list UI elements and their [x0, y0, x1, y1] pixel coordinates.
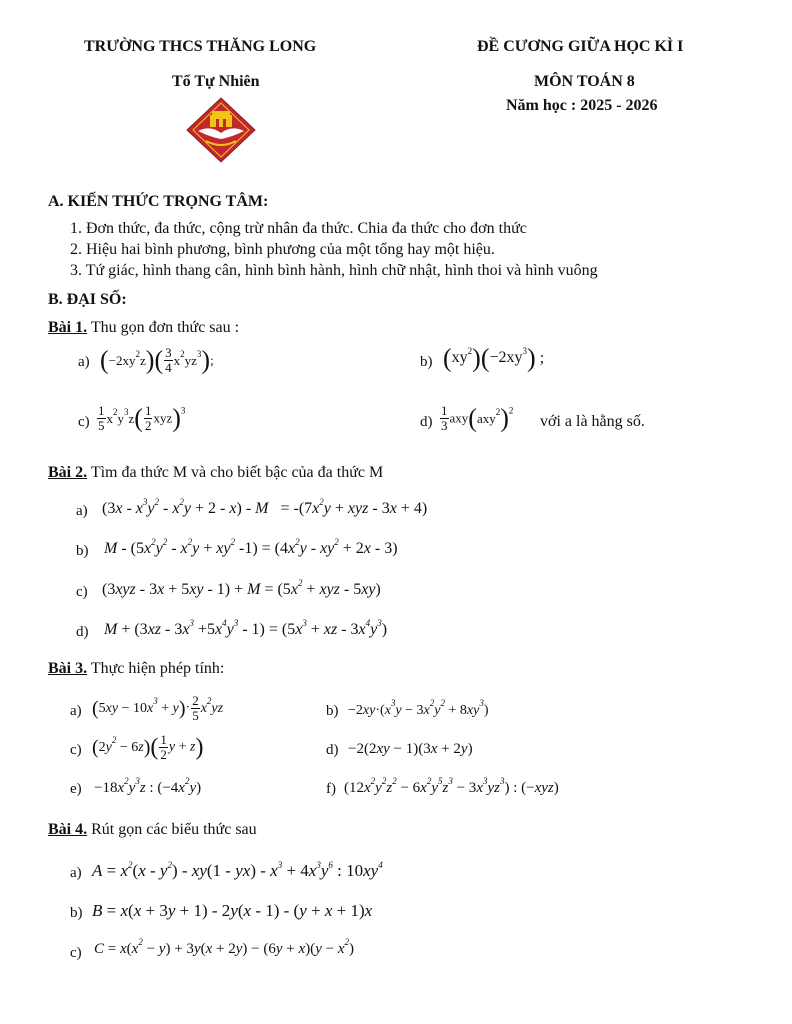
bai3-f-expr: $(12x^2y^2z^2 - 6x^2y^5z^3 - 3x^3yz^3)$ : (−xyz)	[344, 776, 559, 796]
bai3-a-expr: $(5xy - 10x^3 + y)\cdot$ $\frac{2}{5}$ $x^2yz$	[92, 693, 224, 723]
bai4-a-label: a)	[70, 865, 82, 881]
bai3-label: Bài 3.	[48, 660, 88, 677]
bai1-b-label: b)	[420, 354, 433, 370]
school-logo	[186, 97, 256, 163]
bai2-b-label: b)	[76, 543, 89, 559]
bai4-prompt: Rút gọn các biểu thức sau	[87, 821, 257, 838]
bai2-d-expr: $M + (3xz - 3x^3 +5x^4y^3 - 1) = (5x^3$ + xz - $3x^4y^3$)	[104, 618, 388, 638]
bai3-d-expr: −2(2xy − 1)(3x + 2y)	[348, 741, 473, 757]
bai2-label: Bài 2.	[48, 464, 88, 481]
bai4-a-expr: $A = x^2(x - y^2) - xy(1 - yx) - x^3 + 4x^3y^6$ : $10xy^4$	[92, 860, 383, 880]
bai2-a-label: a)	[76, 503, 88, 519]
bai4-c-expr: $C = x(x^2 - y) + 3y(x + 2y) - (6y + x)(y - x^2)$	[94, 937, 354, 957]
bai2-d-label: d)	[76, 624, 89, 640]
bai2-c-label: c)	[76, 584, 88, 600]
bai3-c-label: c)	[70, 742, 82, 758]
bai1-a-label: a)	[78, 354, 90, 370]
bai2-c-expr: $(3xyz - 3x + 5xy - 1) + M = (5x^2$ + xyz - 5xy)	[102, 578, 381, 598]
bai4-b-label: b)	[70, 905, 83, 921]
bai3-d-label: d)	[326, 742, 339, 758]
section-a-title: A. KIẾN THỨC TRỌNG TÂM:	[48, 193, 269, 210]
bai1-b-expr: $(xy^2)(-2xy^3)$ ;	[443, 343, 545, 373]
bai2-prompt: Tìm đa thức M và cho biết bậc của đa thức M	[87, 464, 384, 481]
bai1-label: Bài 1.	[48, 319, 88, 336]
bai4-c-label: c)	[70, 945, 82, 961]
subject-title: MÔN TOÁN 8	[534, 73, 635, 90]
bai1-d-note: với a là hằng số.	[540, 413, 645, 430]
bai3-f-label: f)	[326, 781, 336, 797]
department-name: Tổ Tự Nhiên	[172, 73, 260, 90]
bai3-prompt: Thực hiện phép tính:	[87, 660, 225, 677]
bai1-d-label: d)	[420, 414, 433, 430]
bai4-b-expr: B = x(x + 3y + 1) - 2y(x - 1) - (y + x + 1)x	[92, 901, 373, 920]
bai3-e-expr: $-18x^2y^3z$ : $(-4x^2y)$	[94, 776, 202, 796]
bai3-a-label: a)	[70, 703, 82, 719]
bai3-heading	[48, 660, 224, 678]
bai2-a-expr: $(3x - x^3y^2 - x^2y + 2 - x) - M = -(7x^2y$ + xyz - 3x + 4)	[102, 497, 428, 517]
bai1-d-expr: $\frac{1}{3}$ $axy(axy^2)^2$	[441, 403, 514, 433]
school-name: TRƯỜNG THCS THĂNG LONG	[84, 38, 317, 55]
bai2-heading	[48, 464, 383, 482]
section-a-item-2: 2. Hiệu hai bình phương, bình phương của một tổng hay một hiệu.	[70, 241, 495, 258]
bai1-c-label: c)	[78, 414, 90, 430]
bai1-a-expr: $(-2xy^2z)$( $\frac{3}{4}$ $x^2yz^3$);	[100, 345, 214, 375]
bai3-c-expr: $(2y^2 - 6z)$( $\frac{1}{2}$ y + z)	[92, 732, 204, 762]
document-title: ĐỀ CƯƠNG GIỮA HỌC KÌ I	[477, 38, 684, 55]
section-b-title: B. ĐẠI SỐ:	[48, 291, 127, 308]
school-year: Năm học : 2025 - 2026	[506, 97, 658, 114]
bai1-c-expr: $\frac{1}{5}$ $x^2y^3z$( $\frac{1}{2}$ xyz)$^3$	[98, 403, 186, 433]
bai4-label: Bài 4.	[48, 821, 88, 838]
bai4-heading	[48, 821, 257, 839]
bai3-b-expr: $-2xy\cdot(x^3y - 3x^2y^2 + 8xy^3)$	[348, 698, 489, 718]
bai3-b-label: b)	[326, 703, 339, 719]
bai3-e-label: e)	[70, 781, 82, 797]
bai1-prompt: Thu gọn đơn thức sau :	[87, 319, 240, 336]
section-a-item-3: 3. Tứ giác, hình thang cân, hình bình hành, hình chữ nhật, hình thoi và hình vuông	[70, 262, 598, 279]
bai2-b-expr: $M - (5x^2y^2 - x^2y + xy^2$ $-1) = (4x^2y - xy^2 + 2x - 3)$	[104, 537, 398, 557]
section-a-item-1: 1. Đơn thức, đa thức, cộng trừ nhân đa thức. Chia đa thức cho đơn thức	[70, 220, 527, 237]
bai1-heading	[48, 319, 239, 337]
